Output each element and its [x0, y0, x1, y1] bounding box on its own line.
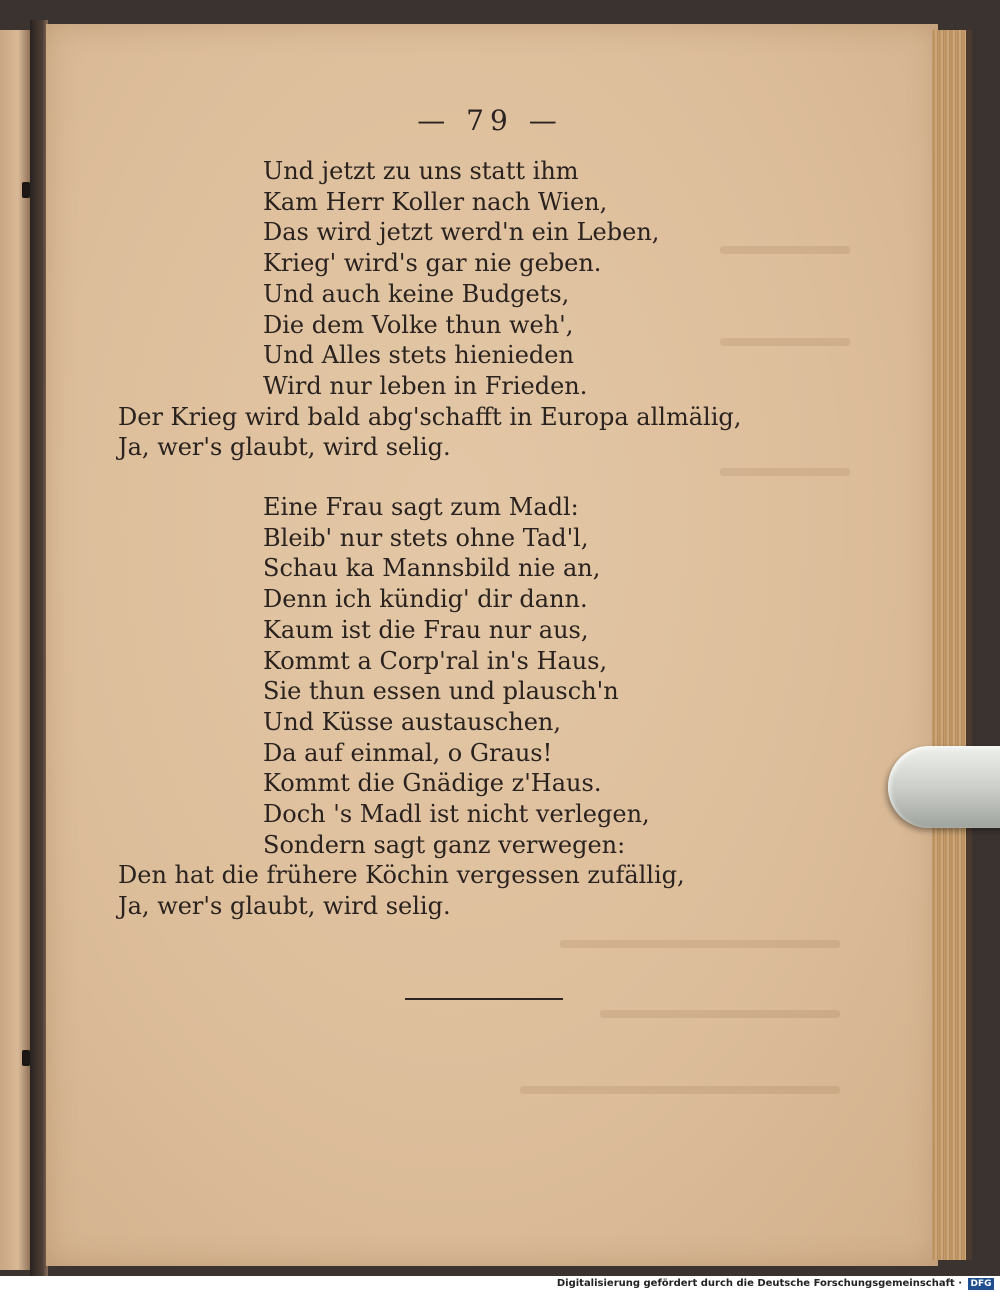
verse-line: Schau ka Mannsbild nie an, — [263, 554, 601, 583]
page-number: — 79 — — [417, 104, 563, 137]
section-rule — [405, 998, 563, 1000]
verse-line: Bleib' nur stets ohne Tad'l, — [263, 523, 589, 552]
refrain-line: Ja, wer's glaubt, wird selig. — [118, 892, 451, 921]
verse-line: Und auch keine Budgets, — [263, 279, 570, 308]
verse-line: Und Alles stets hienieden — [263, 341, 574, 370]
show-through-text — [720, 246, 850, 254]
binding-thread-mark — [22, 182, 30, 198]
left-page-edge — [0, 30, 30, 1270]
verse-line: Kaum ist die Frau nur aus, — [263, 615, 589, 644]
show-through-text — [720, 338, 850, 346]
show-through-text — [600, 1010, 840, 1018]
show-through-text — [520, 1086, 840, 1094]
verse-line: Denn ich kündig' dir dann. — [263, 585, 588, 614]
digitization-credit: Digitalisierung gefördert durch die Deutsche Forschungsgemeinschaft · — [556, 1278, 962, 1289]
refrain-line: Den hat die frühere Köchin vergessen zufällig, — [118, 861, 685, 890]
binding-thread-mark — [22, 1050, 30, 1066]
verse-line: Wird nur leben in Frieden. — [263, 371, 588, 400]
verse-line: Kam Herr Koller nach Wien, — [263, 187, 608, 216]
verse-line: Doch 's Madl ist nicht verlegen, — [263, 800, 650, 828]
bookmark-tab[interactable] — [888, 746, 1000, 828]
verse-line: Krieg' wird's gar nie geben. — [263, 249, 602, 278]
verse-line: Da auf einmal, o Graus! — [263, 738, 553, 767]
verse-line: Sie thun essen und plausch'n — [263, 677, 619, 706]
show-through-text — [720, 468, 850, 476]
verse-line: Kommt die Gnädige z'Haus. — [263, 769, 602, 798]
dfg-logo: DFG — [968, 1278, 994, 1290]
show-through-text — [560, 940, 840, 948]
verse-line: Das wird jetzt werd'n ein Leben, — [263, 218, 660, 247]
verse-line: Sondern sagt ganz verwegen: — [263, 830, 626, 859]
refrain-line: Der Krieg wird bald abg'schafft in Europa allmälig, — [118, 402, 742, 431]
verse-line: Und Küsse austauschen, — [263, 707, 561, 736]
refrain-line: Ja, wer's glaubt, wird selig. — [118, 433, 451, 462]
verse-line: Kommt a Corp'ral in's Haus, — [263, 646, 608, 675]
page-block-edge — [932, 30, 972, 1260]
verse-line: Die dem Volke thun weh', — [263, 310, 574, 339]
verse-line: Eine Frau sagt zum Madl: — [263, 493, 579, 521]
verse-line: Und jetzt zu uns statt ihm — [263, 157, 579, 185]
